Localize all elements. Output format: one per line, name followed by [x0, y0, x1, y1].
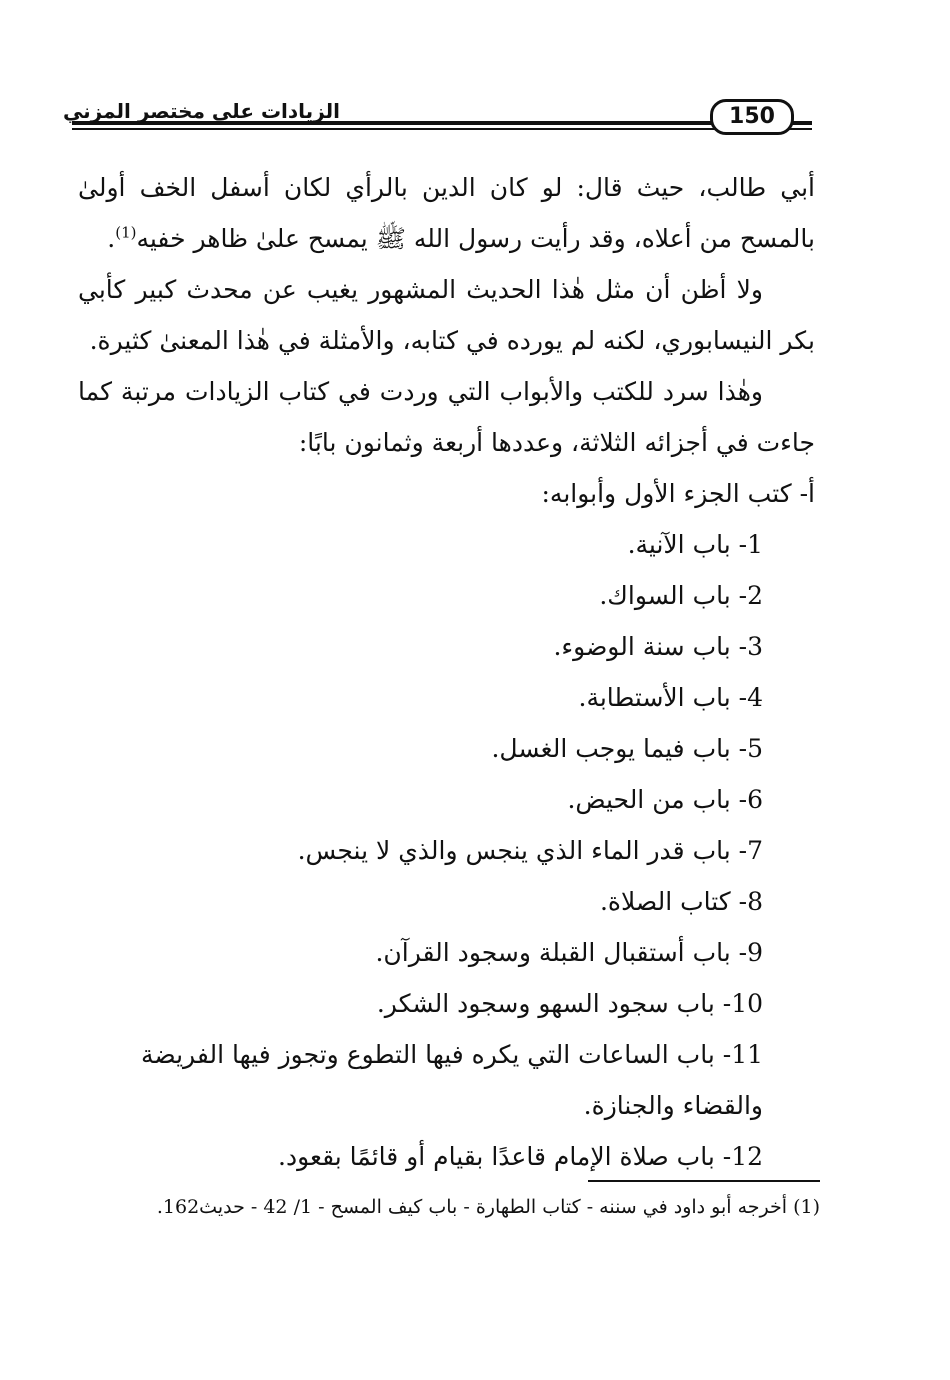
list-item: [78, 1029, 815, 1131]
list-item-text: باب أستقبال القبلة وسجود القرآن.: [375, 938, 731, 967]
list-item: [78, 927, 815, 978]
list-heading: أ- كتب الجزء الأول وأبوابه:: [541, 479, 815, 508]
list-item-text: باب السواك.: [599, 581, 731, 610]
list-item-text: باب الساعات التي يكره فيها التطوع وتجوز فيها الفريضة والقضاء والجنازة.: [141, 1040, 763, 1120]
list-item-number: 4-: [738, 683, 763, 712]
chapter-list: [78, 519, 815, 1182]
list-item-number: 2-: [738, 581, 763, 610]
list-item-number: 11-: [722, 1040, 763, 1069]
paragraph-text: أبي طالب، حيث قال: لو كان الدين بالرأي لكان أسفل الخف أولىٰ بالمسح من أعلاه، وقد رأيت رسول الله ﷺ يمسح علىٰ ظاهر خفيه: [78, 173, 815, 253]
list-item: [78, 1131, 815, 1182]
footnote-separator: [588, 1180, 820, 1182]
list-item: [78, 519, 815, 570]
list-item-text: باب فيما يوجب الغسل.: [491, 734, 731, 763]
list-item-number: 1-: [738, 530, 763, 559]
list-item-text: باب سنة الوضوء.: [553, 632, 731, 661]
header-rule-thin: [72, 128, 812, 130]
list-item-number: 3-: [738, 632, 763, 661]
list-item: [78, 978, 815, 1029]
footnote-reference: (1): [115, 223, 137, 242]
paragraph: وهٰذا سرد للكتب والأبواب التي وردت في كتاب الزيادات مرتبة كما جاءت في أجزائه الثلاثة، وعددها أربعة وثمانون بابًا:: [78, 377, 815, 457]
list-item-number: 9-: [738, 938, 763, 967]
footnote: [78, 1190, 820, 1224]
page-number-badge: 150: [710, 99, 794, 135]
list-item: [78, 672, 815, 723]
list-item-text: باب صلاة الإمام قاعدًا بقيام أو قائمًا بقعود.: [278, 1142, 715, 1171]
list-item: [78, 723, 815, 774]
list-item: [78, 876, 815, 927]
list-item-text: باب سجود السهو وسجود الشكر.: [376, 989, 715, 1018]
list-item-text: باب الأستطابة.: [578, 683, 731, 712]
running-title: الزيادات على مختصر المزني: [62, 99, 340, 123]
footnote-number: (1): [793, 1196, 820, 1218]
list-item: [78, 570, 815, 621]
list-item-number: 5-: [738, 734, 763, 763]
list-item-number: 6-: [738, 785, 763, 814]
footnote-text: أخرجه أبو داود في سننه - كتاب الطهارة - باب كيف المسح - 1/ 42 - حديث162.: [156, 1196, 788, 1218]
list-item: [78, 621, 815, 672]
main-text: [78, 162, 815, 1182]
paragraph: ولا أظن أن مثل هٰذا الحديث المشهور يغيب عن محدث كبير كأبي بكر النيسابوري، لكنه لم يورده في كتابه، والأمثلة في هٰذا المعنىٰ كثيرة.: [78, 275, 815, 355]
list-item: [78, 825, 815, 876]
list-item-number: 7-: [738, 836, 763, 865]
list-item-number: 8-: [738, 887, 763, 916]
list-item-text: باب قدر الماء الذي ينجس والذي لا ينجس.: [297, 836, 731, 865]
list-item-text: باب الآنية.: [627, 530, 731, 559]
paragraph-continuation: أبي طالب، حيث قال: لو كان الدين بالرأي لكان أسفل الخف أولىٰ بالمسح من أعلاه، وقد رأيت رسول الله ﷺ يمسح علىٰ ظاهر خفيه$^{(1)}$.: [78, 173, 815, 253]
list-item-number: 12-: [722, 1142, 763, 1171]
page-header: [62, 95, 812, 135]
list-item: [78, 774, 815, 825]
list-item-text: باب من الحيض.: [567, 785, 731, 814]
list-item-number: 10-: [722, 989, 763, 1018]
list-item-text: كتاب الصلاة.: [599, 887, 731, 916]
